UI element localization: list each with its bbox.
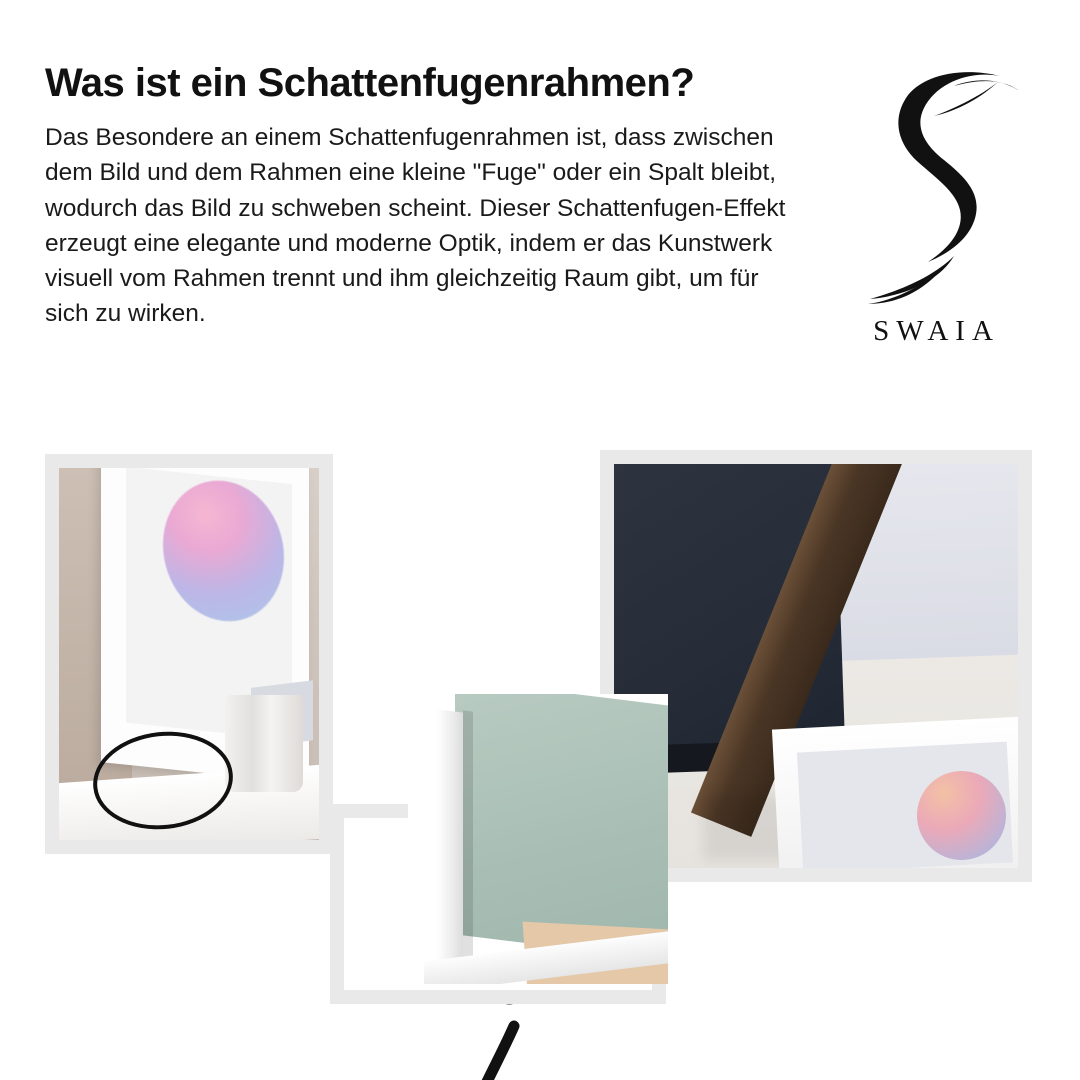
photo-white-floater-frame-corner-detail [408,694,668,984]
photo-collage [0,432,1080,1052]
brand-logo [838,68,1028,368]
photo-white-shadow-gap-frame-pastel-print [45,454,333,854]
curved-down-arrow-icon [418,1020,528,1080]
logo-wordmark: SWAIA [873,315,1000,347]
page-title: Was ist ein Schattenfugenrahmen? [45,61,695,105]
swaia-s-logo-icon [848,68,1018,313]
body-paragraph: Das Besondere an einem Schattenfugenrahmen ist, dass zwischen dem Bild und dem Rahmen eine kleine "Fuge" oder ein Spalt bleibt, wodurch das Bild zu schweben scheint. Dieser Schattenfugen-Effekt erzeugt eine elegante und moderne Optik, indem er das Kunstwerk visuell vom Rahmen trennt und ihm gleichzeitig Raum gibt, um für sich zu wirken. [45,124,786,328]
